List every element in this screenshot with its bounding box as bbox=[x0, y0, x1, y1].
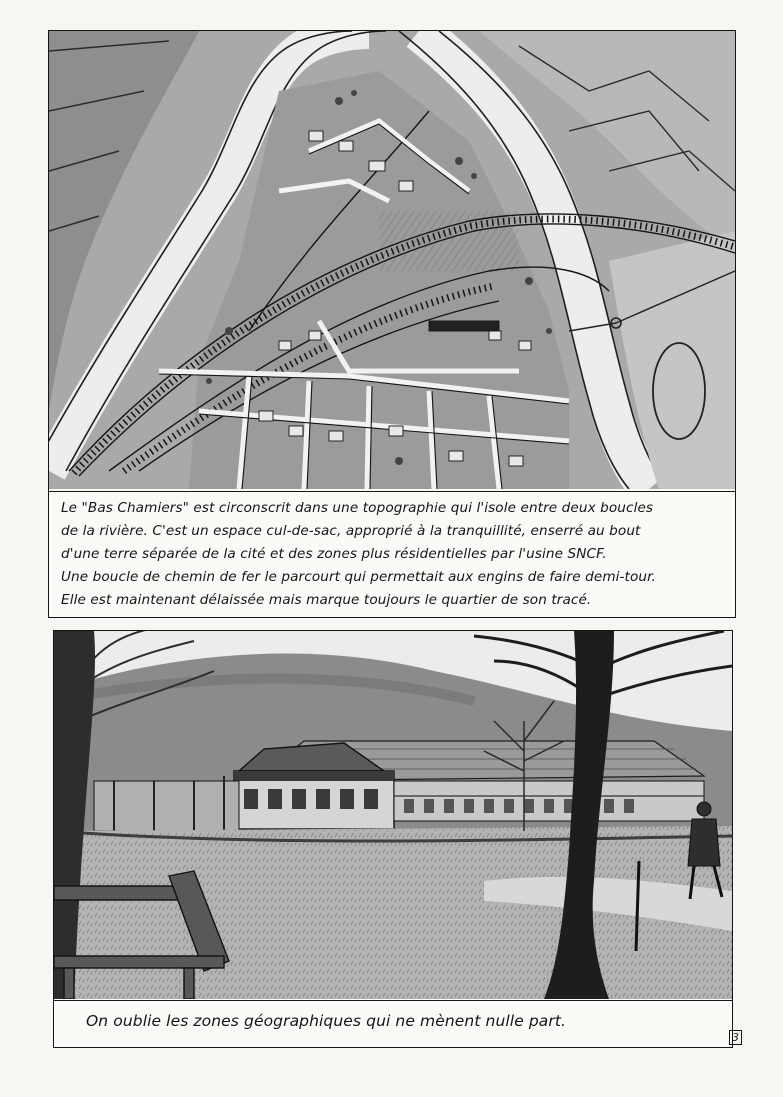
caption-line: Une boucle de chemin de fer le parcourt qui permettait aux engins de faire demi-tour. bbox=[61, 569, 656, 585]
caption-line: de la rivière. C'est un espace cul-de-sac, approprié à la tranquillité, enserré au bout bbox=[61, 523, 641, 539]
map-illustration bbox=[49, 31, 735, 489]
panel-2-caption: On oublie les zones géographiques qui ne mènent nulle part. bbox=[86, 1012, 567, 1030]
caption-line: d'une terre séparée de la cité et des zones plus résidentielles par l'usine SNCF. bbox=[61, 546, 607, 562]
panel-1-caption bbox=[61, 497, 725, 612]
caption-line: Elle est maintenant délaissée mais marque toujours le quartier de son tracé. bbox=[61, 592, 592, 608]
caption-divider bbox=[49, 491, 735, 492]
page-number: 3 bbox=[729, 1030, 742, 1045]
caption-divider bbox=[54, 1000, 732, 1001]
scene-illustration bbox=[54, 631, 732, 999]
comic-panel-street-scene bbox=[53, 630, 733, 1048]
caption-line: Le "Bas Chamiers" est circonscrit dans une topographie qui l'isole entre deux boucles bbox=[61, 500, 654, 516]
comic-panel-map bbox=[48, 30, 736, 618]
